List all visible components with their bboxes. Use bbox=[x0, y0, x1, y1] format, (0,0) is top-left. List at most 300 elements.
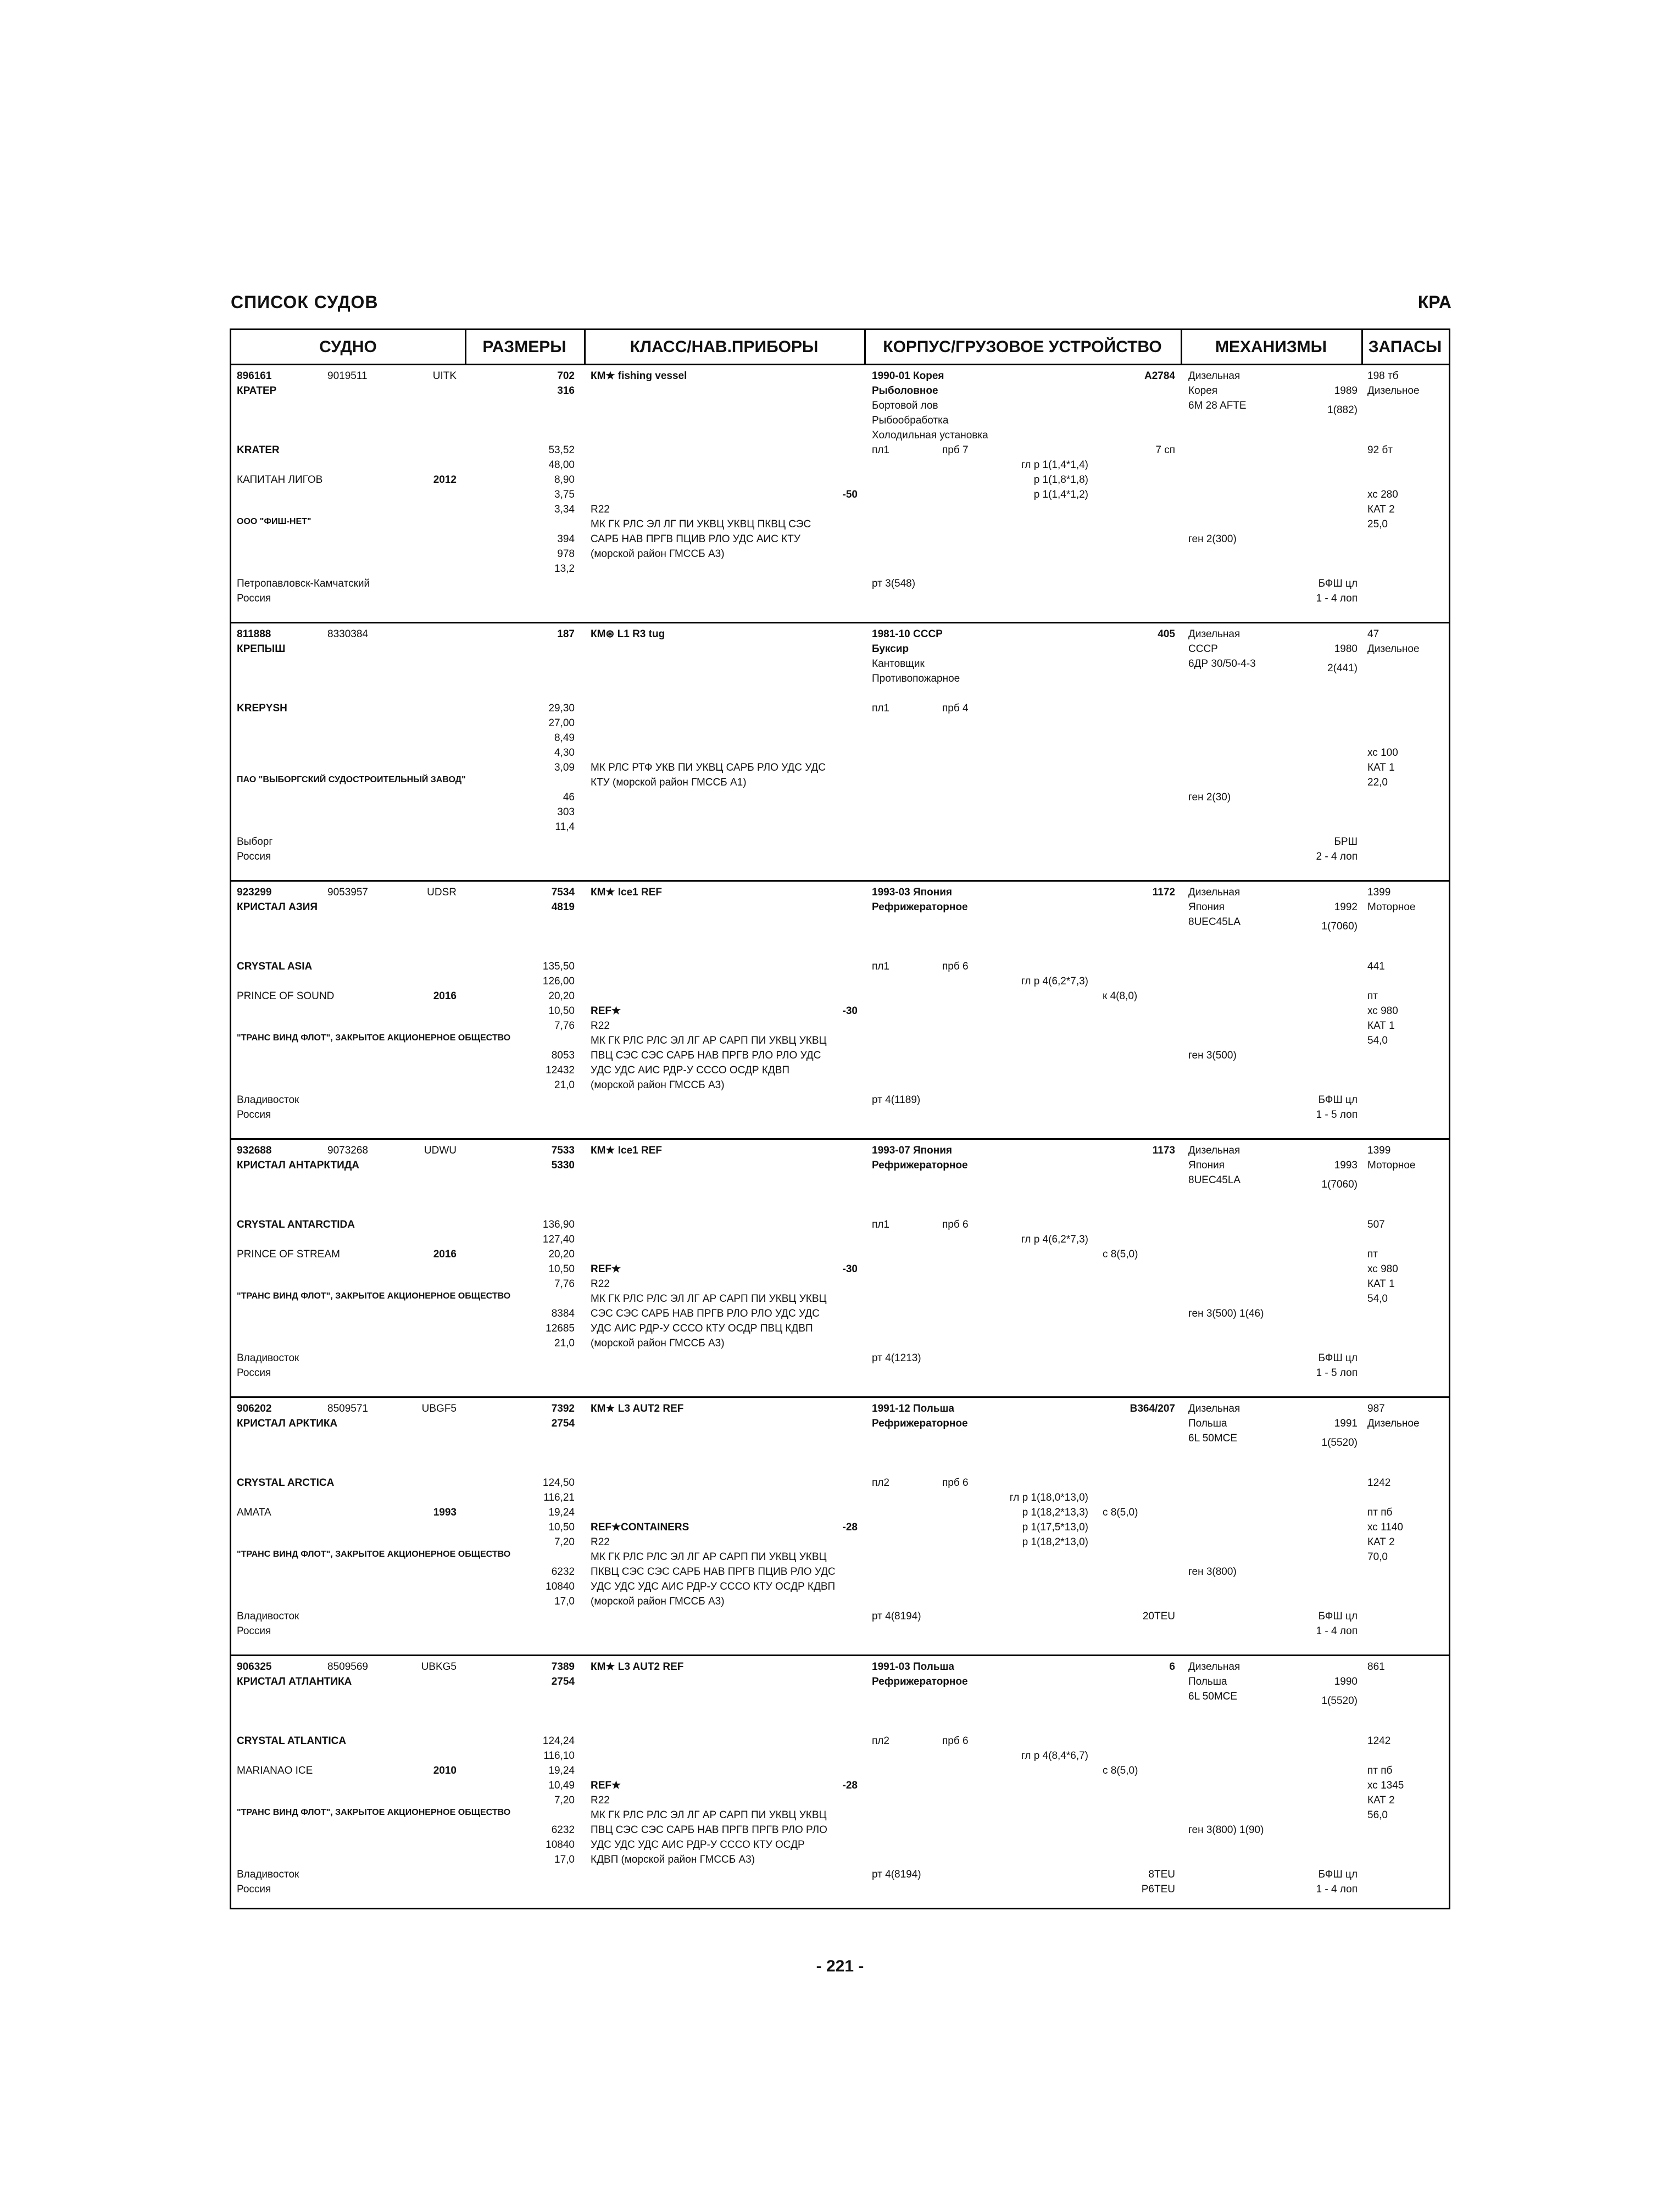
hull-code: 1173 bbox=[1152, 1145, 1175, 1156]
dimension-value: 2754 bbox=[551, 1676, 575, 1687]
former-name: AMATA bbox=[237, 1507, 271, 1518]
nav-equipment-line: МК ГК РЛС РЛС ЭЛ ЛГ АР САРП ПИ УКВЦ УКВЦ bbox=[591, 1551, 827, 1563]
owner: "ТРАНС ВИНД ФЛОТ", ЗАКРЫТОЕ АКЦИОНЕРНОЕ ОБЩЕСТВО bbox=[237, 1033, 511, 1043]
propulsion: БФШ цл bbox=[1318, 1094, 1358, 1106]
stores-value: КАТ 2 bbox=[1367, 1536, 1395, 1548]
stores-value: КАТ 2 bbox=[1367, 1795, 1395, 1806]
column-divider bbox=[465, 330, 466, 365]
dimension-value: 7,76 bbox=[554, 1020, 575, 1032]
home-port: Владивосток bbox=[237, 1094, 299, 1106]
hatch-dimensions: гл р 1(18,0*13,0) bbox=[1009, 1492, 1088, 1503]
refrigeration-class: REF★ bbox=[591, 1005, 621, 1017]
build-date-country: 1990-01 Корея bbox=[872, 370, 944, 382]
generators: ген 2(30) bbox=[1188, 792, 1231, 803]
class-notation: КМ★ Ice1 REF bbox=[591, 887, 662, 898]
hull-feature: Рыбообработка bbox=[872, 415, 949, 426]
dimension-value: 17,0 bbox=[554, 1596, 575, 1607]
engine-model: 6M 28 AFTE bbox=[1188, 400, 1247, 411]
register-number: 906202 bbox=[237, 1403, 272, 1414]
column-header-hull: КОРПУС/ГРУЗОВОЕ УСТРОЙСТВО bbox=[864, 330, 1181, 365]
stores-value: Моторное bbox=[1367, 1160, 1416, 1171]
vessel-type: Рефрижераторное bbox=[872, 1160, 968, 1171]
imo-number: 8330384 bbox=[327, 628, 368, 640]
temperature-value: -28 bbox=[842, 1780, 858, 1791]
stores-value: Дизельное bbox=[1367, 643, 1420, 655]
dimension-value: 7,76 bbox=[554, 1278, 575, 1290]
cranes: к 4(8,0) bbox=[1103, 990, 1138, 1002]
dimension-value: 29,30 bbox=[548, 703, 575, 714]
column-divider bbox=[1181, 330, 1182, 365]
stores-value: хс 1140 bbox=[1367, 1522, 1403, 1533]
nav-equipment-line: УДС УДС АИС РДР-У СССО ОСДР КДВП bbox=[591, 1065, 790, 1076]
nav-equipment-line: МК ГК РЛС РЛС ЭЛ ЛГ АР САРП ПИ УКВЦ УКВЦ bbox=[591, 1293, 827, 1305]
engine-country: СССР bbox=[1188, 643, 1218, 655]
vessel-name: КРЕПЫШ bbox=[237, 643, 286, 655]
stores-value: 22,0 bbox=[1367, 777, 1388, 788]
register-number: 906325 bbox=[237, 1661, 272, 1673]
nav-equipment-line: УДС УДС УДС АИС РДР-У СССО КТУ ОСДР bbox=[591, 1839, 805, 1851]
stores-value: Дизельное bbox=[1367, 1418, 1420, 1429]
register-number: 923299 bbox=[237, 887, 272, 898]
hatch-dimensions: гл р 1(1,4*1,4) bbox=[1021, 459, 1088, 471]
home-port: Петропавловск-Камчатский bbox=[237, 578, 370, 589]
vessel-record bbox=[231, 623, 1449, 882]
home-port: Владивосток bbox=[237, 1611, 299, 1622]
call-sign: UITK bbox=[432, 370, 457, 382]
vessel-type: Буксир bbox=[872, 643, 909, 655]
bulkheads: прб 6 bbox=[942, 961, 969, 972]
nav-equipment-line: КТУ (морской район ГМССБ А1) bbox=[591, 777, 747, 788]
engine-year: 1991 bbox=[1334, 1418, 1358, 1429]
ship-register-table bbox=[230, 328, 1450, 1909]
teu-capacity: P6TEU bbox=[1141, 1884, 1175, 1895]
register-number: 932688 bbox=[237, 1145, 272, 1156]
nav-equipment-line: R22 bbox=[591, 1536, 610, 1548]
nav-equipment-line: R22 bbox=[591, 1278, 610, 1290]
hull-feature: Кантовщик bbox=[872, 658, 925, 670]
decks: пл1 bbox=[872, 444, 889, 456]
dimension-value: 20,20 bbox=[548, 1249, 575, 1260]
register-number: 896161 bbox=[237, 370, 272, 382]
propeller-blades: 1 - 5 лоп bbox=[1316, 1109, 1358, 1121]
decks: пл1 bbox=[872, 703, 889, 714]
owner: "ТРАНС ВИНД ФЛОТ", ЗАКРЫТОЕ АКЦИОНЕРНОЕ ОБЩЕСТВО bbox=[237, 1550, 511, 1559]
cranes: с 8(5,0) bbox=[1103, 1249, 1138, 1260]
flag-country: Россия bbox=[237, 1884, 271, 1895]
dimension-value: 8,90 bbox=[554, 474, 575, 486]
propeller-blades: 1 - 4 лоп bbox=[1316, 1884, 1358, 1895]
class-notation: КМ⊛ L1 R3 tug bbox=[591, 628, 665, 640]
dimension-value: 3,75 bbox=[554, 489, 575, 500]
propeller-blades: 1 - 5 лоп bbox=[1316, 1367, 1358, 1379]
dimension-value: 10840 bbox=[546, 1839, 575, 1851]
stores-value: 54,0 bbox=[1367, 1293, 1388, 1305]
vessel-type: Рефрижераторное bbox=[872, 1676, 968, 1687]
generators: ген 3(500) 1(46) bbox=[1188, 1308, 1264, 1319]
engine-type: Дизельная bbox=[1188, 1661, 1240, 1673]
propulsion: БРШ bbox=[1334, 836, 1358, 848]
hull-feature: Противопожарное bbox=[872, 673, 960, 684]
vessel-record bbox=[231, 365, 1449, 623]
dimension-value: 19,24 bbox=[548, 1507, 575, 1518]
stores-value: КАТ 1 bbox=[1367, 1278, 1395, 1290]
hatch-dimensions: р 1(1,4*1,2) bbox=[1033, 489, 1088, 500]
flag-country: Россия bbox=[237, 1367, 271, 1379]
dimension-value: 10840 bbox=[546, 1581, 575, 1592]
stores-value: пт пб bbox=[1367, 1765, 1393, 1776]
vessel-name-latin: CRYSTAL ANTARCTIDA bbox=[237, 1219, 355, 1230]
engine-type: Дизельная bbox=[1188, 628, 1240, 640]
stores-value: хс 100 bbox=[1367, 747, 1398, 759]
bulkheads: прб 7 bbox=[942, 444, 969, 456]
vessel-name-latin: CRYSTAL ASIA bbox=[237, 961, 313, 972]
dimension-value: 187 bbox=[557, 628, 575, 640]
bulkheads: прб 6 bbox=[942, 1735, 969, 1747]
stores-value: 198 тб bbox=[1367, 370, 1399, 382]
propulsion: БФШ цл bbox=[1318, 1352, 1358, 1364]
propeller-blades: 1 - 4 лоп bbox=[1316, 593, 1358, 604]
hull-code: 6 bbox=[1169, 1661, 1175, 1673]
class-notation: КМ★ fishing vessel bbox=[591, 370, 687, 382]
engine-power: 2(441) bbox=[1327, 662, 1358, 674]
engine-model: 6ДР 30/50-4-3 bbox=[1188, 658, 1256, 670]
hull-feature: Холодильная установка bbox=[872, 430, 988, 441]
call-sign: UDWU bbox=[424, 1145, 457, 1156]
call-sign: UDSR bbox=[427, 887, 457, 898]
engine-country: Япония bbox=[1188, 1160, 1225, 1171]
dimension-value: 2754 bbox=[551, 1418, 575, 1429]
refrigerated-gear: рт 3(548) bbox=[872, 578, 916, 589]
refrigerated-gear: рт 4(8194) bbox=[872, 1869, 921, 1880]
dimension-value: 7392 bbox=[551, 1403, 575, 1414]
engine-type: Дизельная bbox=[1188, 1403, 1240, 1414]
engine-power: 1(7060) bbox=[1321, 1179, 1358, 1190]
engine-country: Польша bbox=[1188, 1418, 1227, 1429]
generators: ген 3(800) 1(90) bbox=[1188, 1824, 1264, 1836]
flag-country: Россия bbox=[237, 851, 271, 862]
imo-number: 8509571 bbox=[327, 1403, 368, 1414]
stores-value: пт bbox=[1367, 990, 1378, 1002]
stores-value: 92 бт bbox=[1367, 444, 1393, 456]
engine-type: Дизельная bbox=[1188, 370, 1240, 382]
stores-value: 56,0 bbox=[1367, 1809, 1388, 1821]
stores-value: Моторное bbox=[1367, 901, 1416, 913]
engine-power: 1(882) bbox=[1327, 404, 1358, 416]
stores-value: пт пб bbox=[1367, 1507, 1393, 1518]
vessel-record bbox=[231, 1398, 1449, 1656]
build-date-country: 1993-07 Япония bbox=[872, 1145, 952, 1156]
bulkheads: прб 6 bbox=[942, 1477, 969, 1489]
engine-year: 1993 bbox=[1334, 1160, 1358, 1171]
engine-model: 8UEC45LA bbox=[1188, 916, 1241, 928]
dimension-value: 126,00 bbox=[542, 976, 575, 987]
stores-value: 1399 bbox=[1367, 887, 1391, 898]
stores-value: пт bbox=[1367, 1249, 1378, 1260]
vessel-type: Рыболовное bbox=[872, 385, 938, 397]
stores-value: 70,0 bbox=[1367, 1551, 1388, 1563]
nav-equipment-line: САРБ НАВ ПРГВ ПЦИВ РЛО УДС АИС КТУ bbox=[591, 533, 800, 545]
stores-value: 861 bbox=[1367, 1661, 1385, 1673]
dimension-value: 116,10 bbox=[543, 1750, 575, 1762]
nav-equipment-line: R22 bbox=[591, 1795, 610, 1806]
vessel-record bbox=[231, 1656, 1449, 1914]
imo-number: 9053957 bbox=[327, 887, 368, 898]
nav-equipment-line: МК ГК РЛС ЭЛ ЛГ ПИ УКВЦ УКВЦ ПКВЦ СЭС bbox=[591, 519, 811, 530]
column-header-vessel: СУДНО bbox=[231, 330, 465, 365]
column-header-dimensions: РАЗМЕРЫ bbox=[465, 330, 584, 365]
stores-value: КАТ 1 bbox=[1367, 762, 1395, 773]
hatch-dimensions: р 1(1,8*1,8) bbox=[1033, 474, 1088, 486]
dimension-value: 53,52 bbox=[548, 444, 575, 456]
class-notation: КМ★ L3 AUT2 REF bbox=[591, 1403, 684, 1414]
build-date-country: 1991-03 Польша bbox=[872, 1661, 954, 1673]
hull-code: 1172 bbox=[1152, 887, 1175, 898]
column-header-stores: ЗАПАСЫ bbox=[1361, 330, 1449, 365]
vessel-type: Рефрижераторное bbox=[872, 1418, 968, 1429]
nav-equipment-line: МК ГК РЛС РЛС ЭЛ ЛГ АР САРП ПИ УКВЦ УКВЦ bbox=[591, 1809, 827, 1821]
engine-year: 1990 bbox=[1334, 1676, 1358, 1687]
dimension-value: 135,50 bbox=[542, 961, 575, 972]
dimension-value: 6232 bbox=[551, 1566, 575, 1578]
dimension-value: 10,50 bbox=[548, 1522, 575, 1533]
engine-model: 8UEC45LA bbox=[1188, 1174, 1241, 1186]
stores-value: КАТ 2 bbox=[1367, 504, 1395, 515]
nav-equipment-line: МК ГК РЛС РЛС ЭЛ ЛГ АР САРП ПИ УКВЦ УКВЦ bbox=[591, 1035, 827, 1046]
column-header-machinery: МЕХАНИЗМЫ bbox=[1181, 330, 1361, 365]
imo-number: 8509569 bbox=[327, 1661, 368, 1673]
vessel-name: КРИСТАЛ АЗИЯ bbox=[237, 901, 318, 913]
dimension-value: 127,40 bbox=[542, 1234, 575, 1245]
bulkheads: прб 4 bbox=[942, 703, 969, 714]
engine-power: 1(7060) bbox=[1321, 921, 1358, 932]
imo-number: 9073268 bbox=[327, 1145, 368, 1156]
vessel-name: КРИСТАЛ АТЛАНТИКА bbox=[237, 1676, 352, 1687]
former-name: КАПИТАН ЛИГОВ bbox=[237, 474, 323, 486]
flag-country: Россия bbox=[237, 593, 271, 604]
dimension-value: 7534 bbox=[551, 887, 575, 898]
dimension-value: 7,20 bbox=[554, 1795, 575, 1806]
stores-value: Дизельное bbox=[1367, 385, 1420, 397]
nav-equipment-line: КДВП (морской район ГМССБ А3) bbox=[591, 1854, 755, 1865]
stores-value: КАТ 1 bbox=[1367, 1020, 1395, 1032]
teu-capacity: 20TEU bbox=[1142, 1611, 1175, 1622]
dimension-value: 4,30 bbox=[554, 747, 575, 759]
former-name: PRINCE OF STREAM bbox=[237, 1249, 340, 1260]
hatch-dimensions: р 1(18,2*13,0) bbox=[1022, 1536, 1088, 1548]
temperature-value: -30 bbox=[842, 1263, 858, 1275]
dimension-value: 7533 bbox=[551, 1145, 575, 1156]
vessel-name-latin: KREPYSH bbox=[237, 703, 287, 714]
propeller-blades: 2 - 4 лоп bbox=[1316, 851, 1358, 862]
nav-equipment-line: R22 bbox=[591, 504, 610, 515]
engine-year: 1989 bbox=[1334, 385, 1358, 397]
dimension-value: 13,2 bbox=[554, 563, 575, 575]
hull-feature: Бортовой лов bbox=[872, 400, 938, 411]
nav-equipment-line: СЭС СЭС САРБ НАВ ПРГВ РЛО РЛО УДС УДС bbox=[591, 1308, 820, 1319]
propeller-blades: 1 - 4 лоп bbox=[1316, 1625, 1358, 1637]
owner: "ТРАНС ВИНД ФЛОТ", ЗАКРЫТОЕ АКЦИОНЕРНОЕ ОБЩЕСТВО bbox=[237, 1291, 511, 1301]
call-sign: UBGF5 bbox=[421, 1403, 457, 1414]
nav-equipment-line: ПКВЦ СЭС СЭС САРБ НАВ ПРГВ ПЦИВ РЛО УДС bbox=[591, 1566, 836, 1578]
temperature-value: -28 bbox=[842, 1522, 858, 1533]
dimension-value: 136,90 bbox=[542, 1219, 575, 1230]
dimension-value: 12685 bbox=[546, 1323, 575, 1334]
dimension-value: 124,24 bbox=[542, 1735, 575, 1747]
dimension-value: 7,20 bbox=[554, 1536, 575, 1548]
nav-equipment-line: ПВЦ СЭС СЭС САРБ НАВ ПРГВ ПРГВ РЛО РЛО bbox=[591, 1824, 827, 1836]
dimension-value: 3,34 bbox=[554, 504, 575, 515]
dimension-value: 3,09 bbox=[554, 762, 575, 773]
country-code: КРА bbox=[1417, 292, 1451, 312]
engine-type: Дизельная bbox=[1188, 887, 1240, 898]
nav-equipment-line: УДС УДС УДС АИС РДР-У СССО КТУ ОСДР КДВП bbox=[591, 1581, 836, 1592]
holds-info: 7 сп bbox=[1155, 444, 1175, 456]
vessel-record bbox=[231, 882, 1449, 1140]
former-name-year: 2012 bbox=[433, 474, 457, 486]
owner: ООО "ФИШ-НЕТ" bbox=[237, 517, 311, 526]
nav-equipment-line: УДС АИС РДР-У СССО КТУ ОСДР ПВЦ КДВП bbox=[591, 1323, 813, 1334]
cranes: с 8(5,0) bbox=[1103, 1507, 1138, 1518]
temperature-value: -30 bbox=[842, 1005, 858, 1017]
home-port: Выборг bbox=[237, 836, 273, 848]
home-port: Владивосток bbox=[237, 1869, 299, 1880]
vessel-name: КРИСТАЛ АРКТИКА bbox=[237, 1418, 338, 1429]
dimension-value: 5330 bbox=[551, 1160, 575, 1171]
stores-value: хс 980 bbox=[1367, 1005, 1398, 1017]
cranes: с 8(5,0) bbox=[1103, 1765, 1138, 1776]
refrigerated-gear: рт 4(8194) bbox=[872, 1611, 921, 1622]
engine-year: 1980 bbox=[1334, 643, 1358, 655]
dimension-value: 124,50 bbox=[542, 1477, 575, 1489]
build-date-country: 1981-10 СССР bbox=[872, 628, 943, 640]
dimension-value: 316 bbox=[557, 385, 575, 397]
generators: ген 3(800) bbox=[1188, 1566, 1237, 1578]
vessel-name: КРАТЕР bbox=[237, 385, 277, 397]
dimension-value: 10,49 bbox=[548, 1780, 575, 1791]
dimension-value: 20,20 bbox=[548, 990, 575, 1002]
column-divider bbox=[584, 330, 586, 365]
hatch-dimensions: гл р 4(8,4*6,7) bbox=[1021, 1750, 1088, 1762]
decks: пл1 bbox=[872, 961, 889, 972]
propulsion: БФШ цл bbox=[1318, 1611, 1358, 1622]
stores-value: хс 280 bbox=[1367, 489, 1398, 500]
column-header-class: КЛАСС/НАВ.ПРИБОРЫ bbox=[584, 330, 864, 365]
engine-country: Япония bbox=[1188, 901, 1225, 913]
engine-type: Дизельная bbox=[1188, 1145, 1240, 1156]
register-number: 811888 bbox=[237, 628, 271, 640]
vessel-name-latin: CRYSTAL ARCTICA bbox=[237, 1477, 335, 1489]
dimension-value: 17,0 bbox=[554, 1854, 575, 1865]
refrigeration-class: REF★ bbox=[591, 1263, 621, 1275]
vessel-name: КРИСТАЛ АНТАРКТИДА bbox=[237, 1160, 359, 1171]
engine-power: 1(5520) bbox=[1321, 1695, 1358, 1707]
engine-model: 6L 50MCE bbox=[1188, 1433, 1238, 1444]
imo-number: 9019511 bbox=[327, 370, 368, 382]
home-port: Владивосток bbox=[237, 1352, 299, 1364]
teu-capacity: 8TEU bbox=[1148, 1869, 1175, 1880]
stores-value: 47 bbox=[1367, 628, 1379, 640]
hatch-dimensions: гл р 4(6,2*7,3) bbox=[1021, 976, 1088, 987]
engine-country: Польша bbox=[1188, 1676, 1227, 1687]
dimension-value: 10,50 bbox=[548, 1005, 575, 1017]
engine-model: 6L 50MCE bbox=[1188, 1691, 1238, 1702]
nav-equipment-line: ПВЦ СЭС СЭС САРБ НАВ ПРГВ РЛО РЛО УДС bbox=[591, 1050, 821, 1061]
dimension-value: 702 bbox=[557, 370, 575, 382]
dimension-value: 7389 bbox=[551, 1661, 575, 1673]
stores-value: 25,0 bbox=[1367, 519, 1388, 530]
vessel-name-latin: CRYSTAL ATLANTICA bbox=[237, 1735, 347, 1747]
nav-equipment-line: (морской район ГМССБ А3) bbox=[591, 1079, 725, 1091]
refrigeration-class: REF★ bbox=[591, 1780, 621, 1791]
dimension-value: 19,24 bbox=[548, 1765, 575, 1776]
call-sign: UBKG5 bbox=[421, 1661, 457, 1673]
hull-code: B364/207 bbox=[1130, 1403, 1175, 1414]
temperature-value: -50 bbox=[842, 489, 858, 500]
former-name: PRINCE OF SOUND bbox=[237, 990, 335, 1002]
dimension-value: 394 bbox=[557, 533, 575, 545]
dimension-value: 8,49 bbox=[554, 732, 575, 744]
dimension-value: 8053 bbox=[551, 1050, 575, 1061]
former-name-year: 2010 bbox=[433, 1765, 457, 1776]
dimension-value: 303 bbox=[557, 806, 575, 818]
dimension-value: 116,21 bbox=[543, 1492, 575, 1503]
nav-equipment-line: МК РЛС РТФ УКВ ПИ УКВЦ САРБ РЛО УДС УДС bbox=[591, 762, 826, 773]
dimension-value: 27,00 bbox=[548, 717, 575, 729]
page-number: - 221 - bbox=[816, 1957, 864, 1975]
vessel-record bbox=[231, 1140, 1449, 1398]
flag-country: Россия bbox=[237, 1625, 271, 1637]
former-name-year: 2016 bbox=[433, 990, 457, 1002]
hull-code: A2784 bbox=[1144, 370, 1175, 382]
hatch-dimensions: р 1(18,2*13,3) bbox=[1022, 1507, 1088, 1518]
dimension-value: 10,50 bbox=[548, 1263, 575, 1275]
stores-value: 441 bbox=[1367, 961, 1385, 972]
stores-value: 54,0 bbox=[1367, 1035, 1388, 1046]
flag-country: Россия bbox=[237, 1109, 271, 1121]
generators: ген 2(300) bbox=[1188, 533, 1237, 545]
dimension-value: 21,0 bbox=[554, 1079, 575, 1091]
dimension-value: 6232 bbox=[551, 1824, 575, 1836]
stores-value: хс 1345 bbox=[1367, 1780, 1404, 1791]
former-name-year: 2016 bbox=[433, 1249, 457, 1260]
class-notation: КМ★ L3 AUT2 REF bbox=[591, 1661, 684, 1673]
hatch-dimensions: гл р 4(6,2*7,3) bbox=[1021, 1234, 1088, 1245]
nav-equipment-line: (морской район ГМССБ А3) bbox=[591, 548, 725, 560]
decks: пл2 bbox=[872, 1735, 889, 1747]
build-date-country: 1993-03 Япония bbox=[872, 887, 952, 898]
dimension-value: 4819 bbox=[551, 901, 575, 913]
stores-value: 987 bbox=[1367, 1403, 1385, 1414]
generators: ген 3(500) bbox=[1188, 1050, 1237, 1061]
dimension-value: 8384 bbox=[551, 1308, 575, 1319]
engine-country: Корея bbox=[1188, 385, 1218, 397]
class-notation: КМ★ Ice1 REF bbox=[591, 1145, 662, 1156]
stores-value: 1242 bbox=[1367, 1477, 1391, 1489]
decks: пл2 bbox=[872, 1477, 889, 1489]
stores-value: 507 bbox=[1367, 1219, 1385, 1230]
dimension-value: 978 bbox=[557, 548, 575, 560]
build-date-country: 1991-12 Польша bbox=[872, 1403, 954, 1414]
stores-value: 1242 bbox=[1367, 1735, 1391, 1747]
bulkheads: прб 6 bbox=[942, 1219, 969, 1230]
dimension-value: 21,0 bbox=[554, 1338, 575, 1349]
owner: "ТРАНС ВИНД ФЛОТ", ЗАКРЫТОЕ АКЦИОНЕРНОЕ ОБЩЕСТВО bbox=[237, 1808, 511, 1817]
propulsion: БФШ цл bbox=[1318, 1869, 1358, 1880]
page-title: СПИСОК СУДОВ bbox=[231, 292, 379, 312]
nav-equipment-line: (морской район ГМССБ А3) bbox=[591, 1338, 725, 1349]
stores-value: 1399 bbox=[1367, 1145, 1391, 1156]
vessel-type: Рефрижераторное bbox=[872, 901, 968, 913]
